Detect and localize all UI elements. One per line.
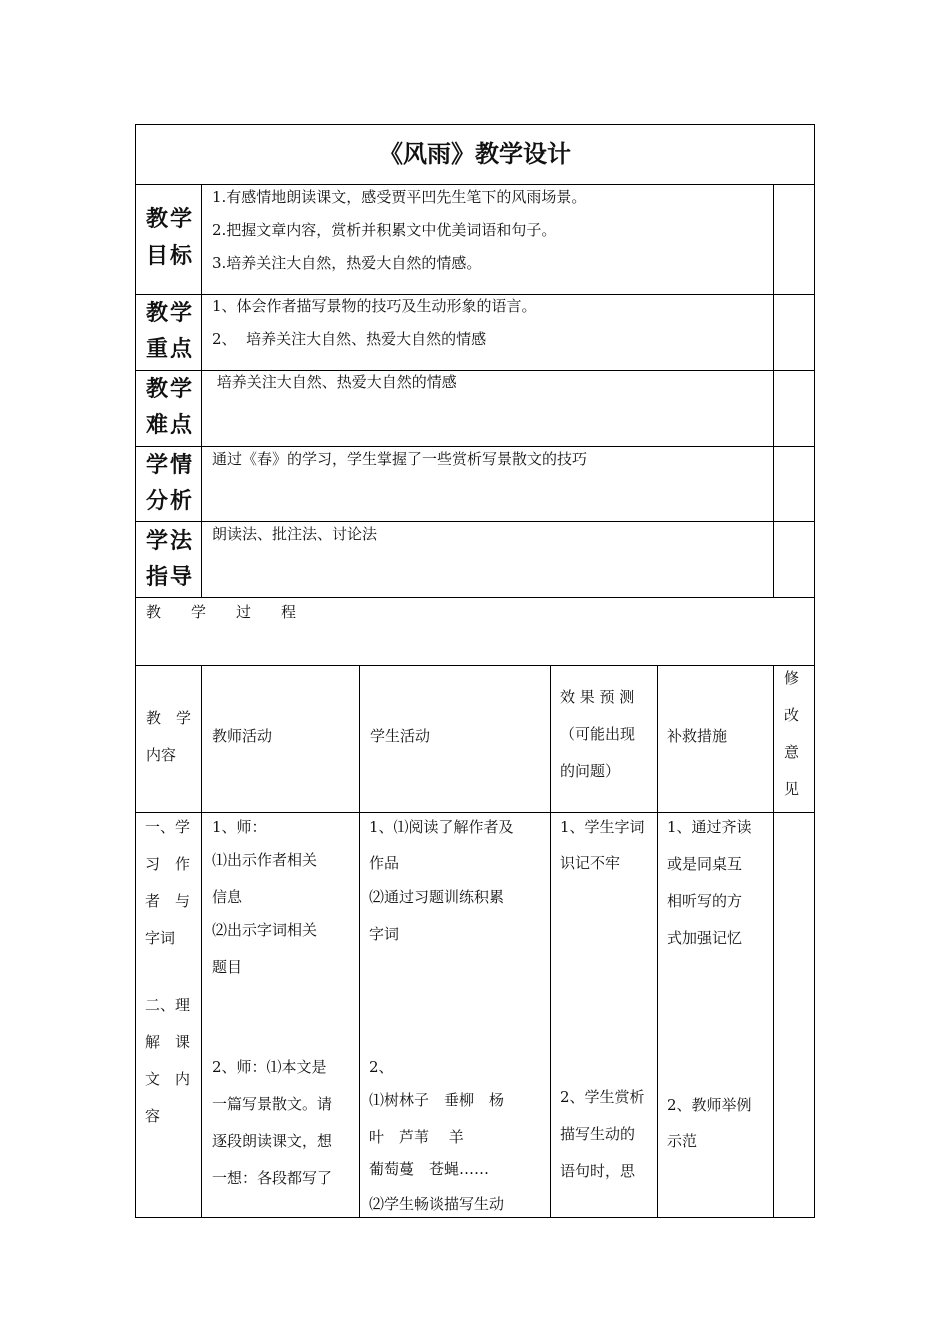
- remedy-line: 2、教师举例: [667, 1096, 752, 1114]
- objectives-label-line1: 教学: [146, 207, 195, 232]
- teacher-activity-line: 逐段朗读课文，想: [212, 1132, 333, 1150]
- table-border-right: [814, 124, 815, 1218]
- table-border-left: [135, 124, 136, 1218]
- header-effect-line: （可能出现: [560, 725, 636, 743]
- teacher-activity-line: 题目: [212, 958, 243, 976]
- student-activity-line: 1、⑴阅读了解作者及: [369, 818, 514, 836]
- objectives-item: 3.培养关注大自然，热爱大自然的情感。: [212, 254, 482, 272]
- header-effect-line: 效 果 预 测: [560, 688, 635, 706]
- objectives-label-line2: 目标: [146, 244, 195, 269]
- student-activity-line: ⑴树林子 垂柳 杨: [369, 1091, 505, 1109]
- column-divider: [657, 665, 658, 1217]
- key-points-item: 2、 培养关注大自然、热爱大自然的情感: [212, 330, 487, 348]
- header-content-line1: 教 学: [146, 709, 192, 727]
- content-line: 二、理: [145, 996, 191, 1014]
- teacher-activity-line: 2、师：⑴本文是: [212, 1058, 327, 1076]
- remedy-line: 式加强记忆: [667, 929, 743, 947]
- row-divider: [135, 665, 815, 666]
- remedy-line: 1、通过齐读: [667, 818, 752, 836]
- content-line: 解 课: [145, 1033, 191, 1051]
- analysis-label-line2: 分析: [146, 489, 195, 514]
- student-activity-line: ⑵学生畅谈描写生动: [369, 1195, 505, 1213]
- teacher-activity-line: 一想：各段都写了: [212, 1169, 333, 1187]
- difficulties-label-line1: 教学: [146, 377, 195, 402]
- header-student-activity: 学生活动: [370, 727, 431, 745]
- remedy-line: 相听写的方: [667, 892, 743, 910]
- student-activity-line: 叶 芦苇 羊: [369, 1128, 464, 1146]
- table-border-top: [135, 124, 815, 125]
- header-content-line2: 内容: [146, 746, 177, 764]
- content-line: 字词: [145, 929, 176, 947]
- difficulties-text: 培养关注大自然、热爱大自然的情感: [212, 373, 457, 391]
- student-activity-line: ⑵通过习题训练积累: [369, 888, 505, 906]
- difficulties-label-line2: 难点: [146, 413, 195, 438]
- key-points-label-line1: 教学: [146, 301, 195, 326]
- content-line: 习 作: [145, 855, 191, 873]
- remedy-line: 示范: [667, 1132, 698, 1150]
- method-label-line2: 指导: [146, 565, 195, 590]
- teacher-activity-line: 一篇写景散文。请: [212, 1095, 333, 1113]
- column-divider: [359, 665, 360, 1217]
- key-points-label-line2: 重点: [146, 337, 195, 362]
- column-divider: [773, 184, 774, 597]
- analysis-label-line1: 学情: [146, 453, 195, 478]
- key-points-item: 1、体会作者描写景物的技巧及生动形象的语言。: [212, 297, 537, 315]
- objectives-item: 2.把握文章内容，赏析并积累文中优美词语和句子。: [212, 221, 557, 239]
- effect-prediction-line: 语句时，思: [560, 1162, 636, 1180]
- teacher-activity-line: ⑴出示作者相关: [212, 851, 318, 869]
- header-effect-line: 的问题）: [560, 762, 621, 780]
- column-divider: [201, 665, 202, 1217]
- content-line: 容: [145, 1107, 161, 1125]
- student-activity-line: 字词: [369, 925, 400, 943]
- column-divider: [773, 665, 774, 1217]
- header-remedy: 补救措施: [667, 727, 728, 745]
- remedy-line: 或是同桌互: [667, 855, 743, 873]
- effect-prediction-line: 描写生动的: [560, 1125, 636, 1143]
- header-revision-char: 意: [784, 743, 800, 761]
- method-label-line1: 学法: [146, 529, 195, 554]
- objectives-item: 1.有感情地朗读课文，感受贾平凹先生笔下的风雨场景。: [212, 188, 587, 206]
- effect-prediction-line: 2、学生赏析: [560, 1088, 645, 1106]
- student-activity-line: 2、: [369, 1058, 394, 1076]
- header-teacher-activity: 教师活动: [212, 727, 273, 745]
- teacher-activity-line: 1、师：: [212, 818, 267, 836]
- content-line: 者 与: [145, 892, 191, 910]
- teacher-activity-line: 信息: [212, 888, 243, 906]
- student-activity-line: 作品: [369, 854, 400, 872]
- teacher-activity-line: ⑵出示字词相关: [212, 921, 318, 939]
- header-revision-char: 见: [784, 780, 800, 798]
- effect-prediction-line: 1、学生字词: [560, 818, 645, 836]
- page-title: 《风雨》教学设计: [379, 140, 571, 168]
- process-heading: 教 学 过 程: [146, 603, 297, 621]
- content-line: 文 内: [145, 1070, 191, 1088]
- content-line: 一、学: [145, 818, 191, 836]
- student-activity-line: 葡萄蔓 苍蝇……: [369, 1160, 490, 1178]
- header-revision-char: 改: [784, 706, 800, 724]
- effect-prediction-line: 识记不牢: [560, 854, 621, 872]
- column-divider: [550, 665, 551, 1217]
- column-divider: [201, 184, 202, 597]
- analysis-text: 通过《春》的学习，学生掌握了一些赏析写景散文的技巧: [212, 450, 588, 468]
- row-divider: [135, 597, 815, 598]
- method-text: 朗读法、批注法、讨论法: [212, 525, 378, 543]
- header-revision-char: 修: [784, 669, 800, 687]
